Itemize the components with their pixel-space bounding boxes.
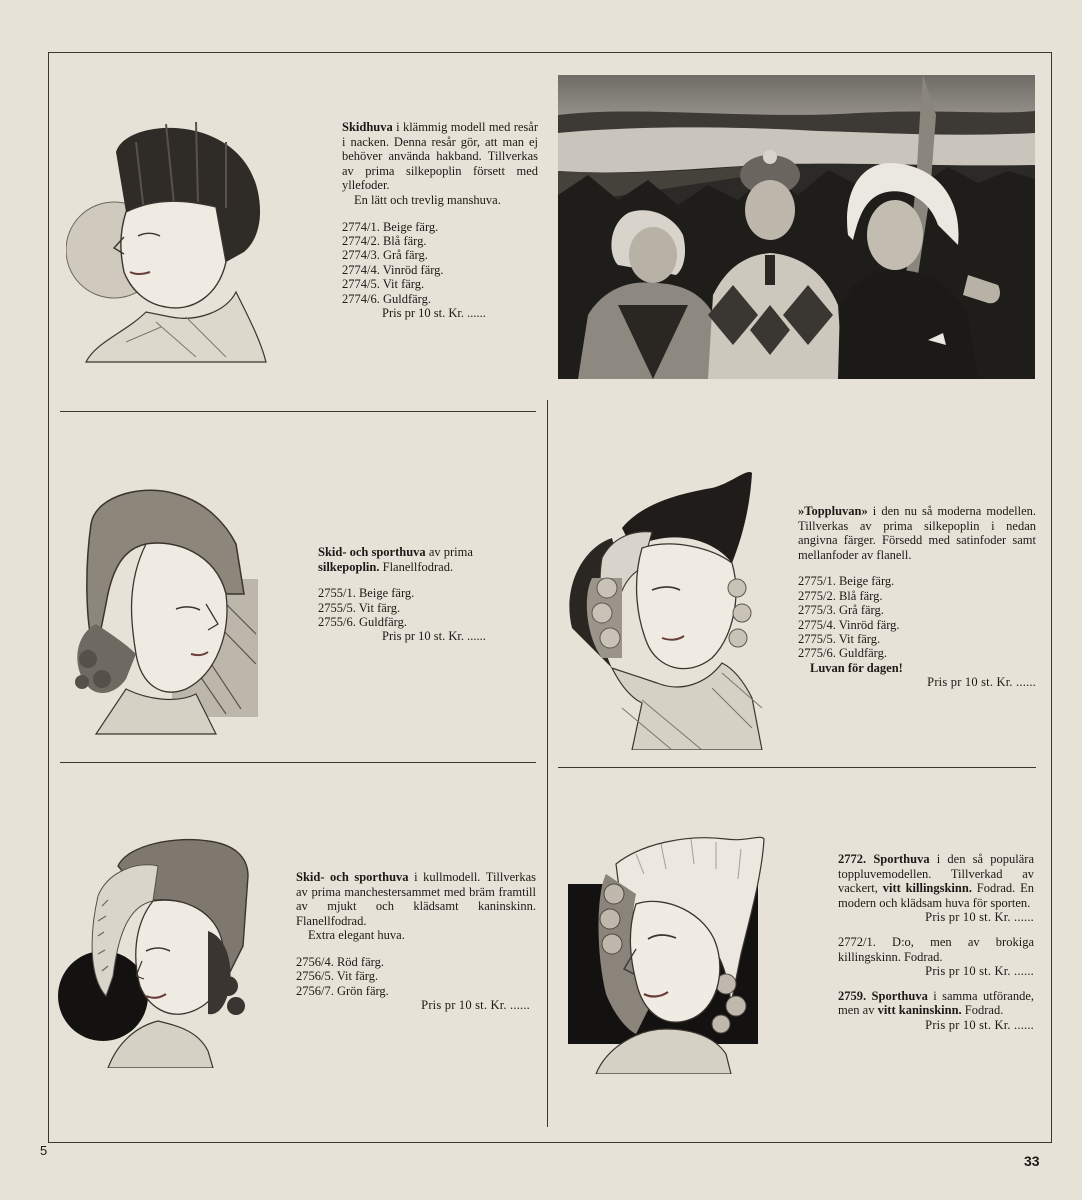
woman-in-dark-toppluva-illustration bbox=[562, 468, 772, 750]
woman-in-pointed-hood-illustration bbox=[66, 484, 262, 736]
item-title: Skid- och sporthuva bbox=[296, 870, 409, 884]
item-description-rest: Fodrad. bbox=[961, 1003, 1004, 1018]
item-price: Pris pr 10 st. Kr. ...... bbox=[925, 964, 1034, 979]
item-description: av prima bbox=[425, 545, 473, 559]
item-code-bold: 2759. bbox=[838, 988, 867, 1003]
item-description: i samma utförande, men av bbox=[838, 988, 1034, 1018]
item-code-bold: 2772. bbox=[838, 852, 867, 866]
item-lining: Flanellfodrad. bbox=[379, 559, 454, 574]
item-description: i kullmodell. Tillverkas av prima manchestersammet med bräm framtill av mjukt och klädsamt kaninskinn. Flanellfodrad. bbox=[296, 870, 536, 928]
item-code: 2756/5. Vit färg. bbox=[296, 969, 379, 984]
item-description: i den nu så moderna modellen. Tillverkas av prima silkepoplin i nedan angivna färger. Försedd med satinfoder samt mellanfoder av flanell. bbox=[798, 504, 1036, 562]
item-title: »Toppluvan» bbox=[798, 504, 868, 518]
item-code: 2756/7. Grön färg. bbox=[296, 983, 389, 998]
item-price: Pris pr 10 st. Kr. ...... bbox=[382, 629, 486, 644]
item-code: 2774/1. Beige färg. bbox=[342, 219, 439, 234]
item-description: i den så populära toppluvemodellen. Tillverkad av vackert, bbox=[838, 852, 1034, 896]
divider-column bbox=[547, 400, 548, 1127]
item-price: Pris pr 10 st. Kr. ...... bbox=[421, 998, 530, 1013]
item-price: Pris pr 10 st. Kr. ...... bbox=[925, 910, 1034, 925]
item-code: 2775/3. Grå färg. bbox=[798, 603, 884, 618]
item-topppluvan-text bbox=[798, 504, 1036, 690]
item-title: Skid- och sporthuva bbox=[318, 545, 426, 559]
item-variant: 2772/1. D:o, men av brokiga killingskinn. Fodrad. bbox=[838, 934, 1034, 964]
item-code: 2755/5. Vit färg. bbox=[318, 600, 401, 615]
item-material: vitt kaninskinn. bbox=[877, 1003, 962, 1018]
item-description: i klämmig modell med resår i nacken. Denna resår gör, att man ej behöver använda hakband. Tillverkas av prima silkepoplin försett med yllefoder. bbox=[342, 120, 538, 193]
item-code: 2774/5. Vit färg. bbox=[342, 277, 425, 292]
item-sporthuva-text bbox=[838, 852, 1034, 1033]
three-people-on-hillside-photo bbox=[558, 75, 1035, 379]
item-code: 2774/2. Blå färg. bbox=[342, 233, 427, 248]
item-code: 2755/1. Beige färg. bbox=[318, 586, 415, 601]
item-price: Pris pr 10 st. Kr. ...... bbox=[927, 675, 1036, 690]
item-code: 2775/2. Blå färg. bbox=[798, 588, 883, 603]
item-skid-sport-1-text bbox=[318, 545, 536, 644]
item-price: Pris pr 10 st. Kr. ...... bbox=[382, 306, 486, 320]
item-description-rest: Fodrad. En modern och klädsam huva för sporten. bbox=[838, 881, 1034, 910]
divider-row2-right bbox=[558, 767, 1036, 768]
woman-in-leather-ski-cap-illustration bbox=[66, 112, 268, 372]
divider-row2-left bbox=[60, 762, 536, 763]
item-title: Sporthuva bbox=[873, 852, 930, 866]
item-code: 2774/6. Guldfärg. bbox=[342, 291, 431, 306]
item-code: 2756/4. Röd färg. bbox=[296, 954, 384, 969]
page-number-left: 5 bbox=[40, 1143, 48, 1158]
item-skid-sport-kull-text bbox=[296, 870, 536, 1013]
woman-in-fur-trim-hood-illustration bbox=[58, 836, 254, 1068]
item-material: vitt killingskinn. bbox=[882, 881, 972, 896]
item-code-list bbox=[798, 574, 1036, 660]
item-code: 2775/6. Guldfärg. bbox=[798, 646, 887, 661]
item-slogan: Luvan för dagen! bbox=[810, 660, 903, 675]
item-material: silkepoplin. bbox=[318, 559, 380, 574]
item-code: 2755/6. Guldfärg. bbox=[318, 615, 407, 629]
woman-in-white-fur-hood-illustration bbox=[566, 834, 766, 1074]
item-title: Skidhuva bbox=[342, 120, 393, 134]
item-extra: En lätt och trevlig manshuva. bbox=[354, 192, 501, 207]
item-title: Sporthuva bbox=[871, 988, 928, 1003]
item-skidhuva-text bbox=[342, 120, 538, 321]
item-code: 2775/4. Vinröd färg. bbox=[798, 617, 900, 632]
item-code-list bbox=[342, 220, 538, 306]
item-code-list bbox=[296, 955, 536, 998]
item-code: 2774/3. Grå färg. bbox=[342, 248, 428, 263]
item-code: 2774/4. Vinröd färg. bbox=[342, 262, 444, 277]
page-number-right: 33 bbox=[1024, 1153, 1040, 1169]
item-code-list bbox=[318, 586, 536, 629]
item-price: Pris pr 10 st. Kr. ...... bbox=[925, 1017, 1034, 1032]
item-extra: Extra elegant huva. bbox=[308, 928, 405, 943]
divider-row1-left bbox=[60, 411, 536, 412]
item-code: 2775/1. Beige färg. bbox=[798, 574, 895, 589]
item-code: 2775/5. Vit färg. bbox=[798, 632, 881, 646]
